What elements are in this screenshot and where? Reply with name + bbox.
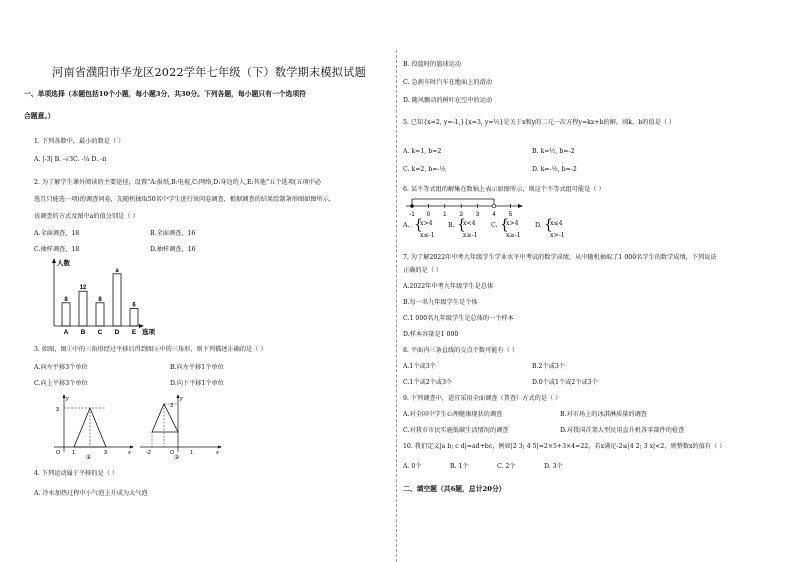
q9-option-a: A.对全国中学生心理健康现状的调查 bbox=[403, 411, 503, 418]
number-line-tick-label: 3 bbox=[475, 212, 480, 218]
q5-option-b: B. k=½, b=-2 bbox=[532, 148, 575, 155]
bar-value-label-A: 8 bbox=[64, 296, 68, 303]
number-line-tick-label: 5 bbox=[508, 212, 513, 218]
bar-category-label-E: E bbox=[131, 329, 137, 336]
svg-text:②: ② bbox=[174, 455, 180, 460]
bar-category-label-A: A bbox=[63, 329, 69, 336]
q7-stem-line2: 正确的是（ ） bbox=[403, 267, 443, 274]
q6-option-a: A. bbox=[403, 222, 410, 229]
svg-text:1: 1 bbox=[72, 450, 76, 456]
brace-icon: { bbox=[457, 217, 466, 233]
q3-figure-1 bbox=[46, 392, 136, 460]
q5-option-d: D. k=-½, b=-2 bbox=[532, 166, 577, 173]
svg-text:x: x bbox=[128, 450, 131, 456]
q10-option-c: C. 2个 bbox=[497, 463, 516, 470]
brace-icon: { bbox=[544, 217, 553, 233]
bar-value-label-D: a bbox=[115, 267, 119, 274]
svg-text:①: ① bbox=[86, 455, 92, 460]
svg-text:3: 3 bbox=[104, 450, 108, 456]
svg-text:-2: -2 bbox=[146, 450, 151, 456]
q9-stem: 9. 下列调查中，适宜采用全面调查（普查）方式的是（ ） bbox=[403, 395, 562, 402]
section1-heading: 一、单项选择（本题包括10个小题，每小题3分，共30分。下列各题，每小题只有一个选项符 bbox=[24, 90, 306, 98]
bar-A bbox=[62, 303, 70, 326]
q3-option-d: D.向下平移1个单位 bbox=[170, 380, 224, 387]
q10-option-b: B. 1个 bbox=[450, 463, 469, 470]
q2-option-a: A.全面调查，18 bbox=[34, 230, 80, 237]
q3-option-a: A.向左平移3个单位 bbox=[34, 364, 88, 371]
section1-heading-cont: 合题意。） bbox=[24, 112, 55, 120]
number-line-tick-label: -1 bbox=[409, 212, 415, 218]
q8-option-a: A.1个或3个 bbox=[403, 363, 436, 370]
bar-category-label-D: D bbox=[114, 329, 120, 336]
q2-option-b: B.全面调查，16 bbox=[150, 230, 196, 237]
svg-text:x: x bbox=[216, 450, 219, 456]
q6-option-d: D. bbox=[535, 222, 542, 229]
number-line-tick-label: 2 bbox=[459, 212, 463, 218]
bar-category-label-C: C bbox=[97, 329, 103, 336]
q2-stem-line1: 2. 为了解学生课外阅读的主要途径，设置“A:报纸,B:电视,C:网络,D:身边的人,E:其他”五个选项(五项中必 bbox=[34, 179, 322, 186]
svg-text:y: y bbox=[66, 396, 69, 402]
bar-D bbox=[113, 274, 121, 326]
section2-heading: 二、填空题（共6题，总计20分） bbox=[403, 485, 506, 493]
svg-text:O: O bbox=[56, 450, 61, 456]
bar-value-label-B: 12 bbox=[79, 285, 87, 292]
q3-stem: 3. 如图，图①中的三角形经过平移后得到图②中的三角形，则下列描述正确的是（ ） bbox=[34, 346, 267, 353]
closed-point-icon bbox=[410, 204, 414, 208]
q1-stem: 1. 下列各数中，最小的数是（ ） bbox=[34, 138, 125, 145]
number-line-tick-label: 4 bbox=[492, 212, 496, 218]
q4-option-b: B. 投篮时的篮球运动 bbox=[403, 61, 461, 68]
number-line-tick-label: 1 bbox=[443, 212, 447, 218]
q2-bar-chart bbox=[40, 254, 170, 338]
q7-option-b: B.每一名九年级学生是个体 bbox=[403, 299, 478, 306]
y-axis-arrow-icon bbox=[52, 258, 56, 263]
bar-category-label-B: B bbox=[80, 329, 86, 336]
q4-option-a: A. 冷水加热过程中小气泡上升成为大气泡 bbox=[34, 490, 148, 497]
arrow-icon bbox=[518, 204, 523, 208]
svg-text:3: 3 bbox=[56, 407, 60, 413]
q1-options: A. |-3| B. -√3C. -¼ D. -π bbox=[34, 156, 107, 163]
q8-stem: 8. 平面内三条直线的交点个数可能有（ ） bbox=[403, 347, 519, 354]
q4-option-c: C. 急刹车时汽车在地面上的滑动 bbox=[403, 79, 492, 86]
q6-stem: 6. 某不等式组的解集在数轴上表示如图所示，则这个不等式组可能是（ ） bbox=[403, 186, 605, 193]
x-axis-arrow-icon bbox=[139, 324, 144, 328]
q3-option-b: B.向左平移1个单位 bbox=[170, 364, 224, 371]
svg-text:1: 1 bbox=[190, 450, 194, 456]
q8-option-c: C.1个或2个或3个 bbox=[403, 379, 453, 386]
q7-option-c: C.1 000名九年级学生是总体的一个样本 bbox=[403, 315, 514, 322]
bar-C bbox=[96, 303, 104, 326]
bar-E bbox=[130, 309, 138, 326]
column-divider bbox=[396, 50, 397, 562]
arrow-icon bbox=[218, 446, 222, 449]
q9-option-b: B.对市场上的冰淇淋质量的调查 bbox=[560, 411, 647, 418]
q8-option-b: B.2个或3个 bbox=[532, 363, 565, 370]
q5-option-c: C. k=2, b=-½ bbox=[403, 166, 446, 173]
svg-text:3: 3 bbox=[170, 403, 174, 409]
open-point-icon bbox=[492, 204, 496, 208]
q6-option-c: C. bbox=[491, 222, 498, 229]
q10-option-d: D. 3个 bbox=[544, 463, 563, 470]
svg-text:y: y bbox=[180, 396, 183, 402]
q2-stem-line2: 选且只能选一项)的调查问卷，先随机抽取50名中学生进行该问卷调查，根据调查的结果绘制条形图如图所示， bbox=[34, 196, 336, 203]
q3-option-c: C.向上平移3个单位 bbox=[34, 380, 88, 387]
bar-value-label-E: 6 bbox=[132, 302, 136, 309]
q7-option-a: A.2022年中考九年级学生是总体 bbox=[403, 283, 494, 290]
bar-chart-ylabel: 人数 bbox=[57, 260, 70, 267]
q10-option-a: A. 0个 bbox=[403, 463, 422, 470]
q2-stem-line3: 该调查的方式及图中a的值分别是（ ） bbox=[34, 213, 139, 220]
q2-option-c: C.抽样调查，18 bbox=[34, 246, 80, 253]
q8-option-d: D.0个或1个或2个或3个 bbox=[532, 379, 598, 386]
q4-stem: 4. 下列运动属于平移的是（ ） bbox=[34, 470, 119, 477]
q5-stem: 5. 已知{x=2, y=-1,}{x=3, y=½}是关于x和y的二元一次方程y=kx+b的解，则k，b的值是（ ） bbox=[403, 119, 676, 126]
bar-chart-xlabel: 选项 bbox=[142, 329, 155, 336]
page-title: 河南省濮阳市华龙区2022学年七年级（下）数学期末模拟试题 bbox=[52, 66, 366, 79]
q3-figure-2 bbox=[134, 392, 224, 460]
q5-option-a: A. k=1, b=2 bbox=[403, 148, 442, 155]
q7-stem-line1: 7. 为了解2022年中考九年级学生学业水平中考试的数学成绩，从中随机抽取了1 000名学生的数学成绩，下列说法 bbox=[403, 254, 717, 261]
bar-value-label-C: 8 bbox=[98, 296, 102, 303]
q6-option-b: B. bbox=[448, 222, 455, 229]
q9-option-c: C.对我市市民实施低碳生活情况的调查 bbox=[403, 427, 509, 434]
q2-option-d: D.抽样调查，16 bbox=[150, 246, 196, 253]
q10-stem: 10. 我们定义|a b; c d|=ad+bc，例如|2 3; 4 5|=2×5+3×4=22，若x满足-2≤|4 2; 3 x|<2，则整数x的值有（ ） bbox=[403, 443, 726, 450]
triangle-shape bbox=[152, 404, 178, 432]
q9-option-d: D.对我国首架大型民用直升机各零部件的检查 bbox=[560, 427, 685, 434]
q4-option-d: D. 随风飘动的树叶在空中的运动 bbox=[403, 97, 493, 104]
bar-B bbox=[79, 291, 87, 326]
number-line-tick-label: 0 bbox=[426, 212, 431, 218]
svg-text:O: O bbox=[170, 450, 175, 456]
q7-option-d: D.样本容量是1 000 bbox=[403, 331, 459, 338]
brace-icon: { bbox=[500, 217, 509, 233]
brace-icon: { bbox=[414, 217, 423, 233]
